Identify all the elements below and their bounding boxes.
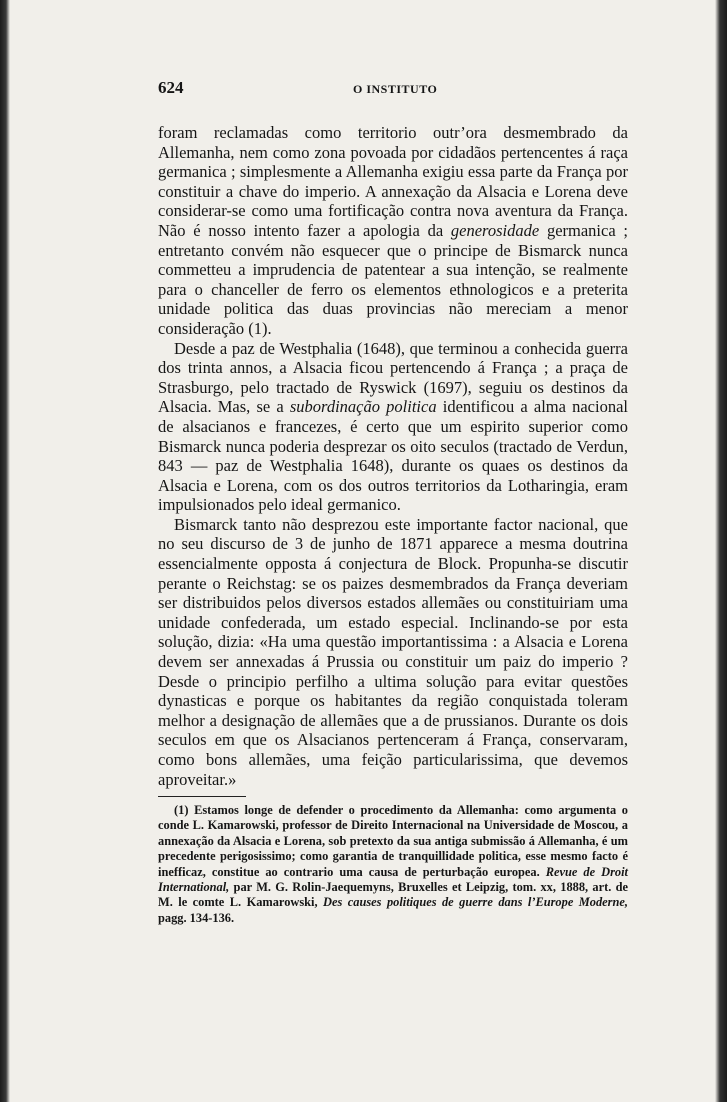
page-number: 624 xyxy=(158,78,184,97)
paragraph xyxy=(158,515,628,789)
italic-run: generosidade xyxy=(450,220,540,240)
text-run: Bismarck tanto não desprezou este importante factor nacional, que no seu discurso de 3 de junho de 1871 apparece a mesma doutrina essencialmente opposta á conjectura de Block. Propunha-se discutir perante o Reichstag: se os paizes desmembrados da França deveriam ser distribuidos pelos diversos estados allemães ou constituiriam uma unidade confederada, um estado especial. Inclinando-se por esta solução, dizia: «Ha uma questão importantissima : a Alsacia e Lorena devem ser annexadas á Prussia ou constituir um paiz do imperio ? Desde o principio perfilho a ultima solução para evitar questões dynasticas e porque os habitantes da região conquistada toleram melhor a designação de allemães que a de prussianos. Durante os dois seculos em que os Alsacianos pertenceram á França, conservaram, como bons allemães, uma feição particularissima, que devemos aproveitar.» xyxy=(158,514,628,789)
footnote xyxy=(158,803,628,926)
text-run: (1) Estamos longe de defender o procedimento da Allemanha: como argumenta o conde L. Kamarowski, professor de Direito Internacional na Universidade de Moscou, a annexação da Alsacia e Lorena, sob pretexto da sua antiga submissão á Allemanha, é um precedente perigosissimo; como garantia de tranquillidade politica, esse mesmo facto é inefficaz, constitue ao contrario uma causa de perturbação europea. xyxy=(158,803,628,879)
page-left-edge xyxy=(0,0,10,1102)
text-run: par M. G. Rolin-Jaequemyns, Bruxelles et Leipzig, tom. xx, 1888, art. de M. le comte L. Kamarowski, xyxy=(158,880,628,910)
page-header xyxy=(158,78,628,102)
paragraph xyxy=(158,339,628,515)
text-run: germanica ; entretanto convém não esquecer que o principe de Bismarck nunca commetteu a imprudencia de patentear a sua intenção, se realmente para o chanceller de ferro os elementos ethnologicos e a preterita unidade politica das duas provincias não mereciam a menor consideração (1). xyxy=(158,220,628,338)
footnote-rule xyxy=(158,796,246,797)
footnote-paragraph xyxy=(158,803,628,926)
italic-run: Des causes politiques de guerre dans l’Europe Moderne, xyxy=(323,895,628,910)
page-right-edge xyxy=(715,0,727,1102)
text-run: pagg. 134-136. xyxy=(158,910,235,925)
italic-run: subordinação politica xyxy=(289,397,437,417)
paragraph xyxy=(158,123,628,339)
text-run: Desde a paz de Westphalia (1648), que terminou a conhecida guerra dos trinta annos, a Alsacia ficou pertencendo á França ; a praça de Strasburgo, pelo tractado de Ryswick (1697), seguiu os destinos da Alsacia. Mas, se a xyxy=(158,338,628,417)
body-text xyxy=(158,123,628,789)
italic-run: Revue de Droit International, xyxy=(158,864,628,895)
text-run: foram reclamadas como territorio outr’ora desmembrado da Allemanha, nem como zona povoada por cidadãos pertencentes á raça germanica ; simplesmente a Allemanha exigiu essa parte da França por constituir a chave do imperio. A annexação da Alsacia e Lorena deve considerar-se como uma fortificação contra nova aventura da França. Não é nosso intento fazer a apologia da xyxy=(158,123,628,240)
text-run: identificou a alma nacional de alsacianos e francezes, é certo que um espirito superior como Bismarck nunca poderia desprezar os oito seculos (tractado de Verdun, 843 — paz de Westphalia 1648), durante os quaes os destinos da Alsacia e Lorena, com os dos outros territorios da Lotharingia, eram impulsionados pelo ideal germanico. xyxy=(158,397,628,515)
running-title: O INSTITUTO xyxy=(353,82,438,96)
